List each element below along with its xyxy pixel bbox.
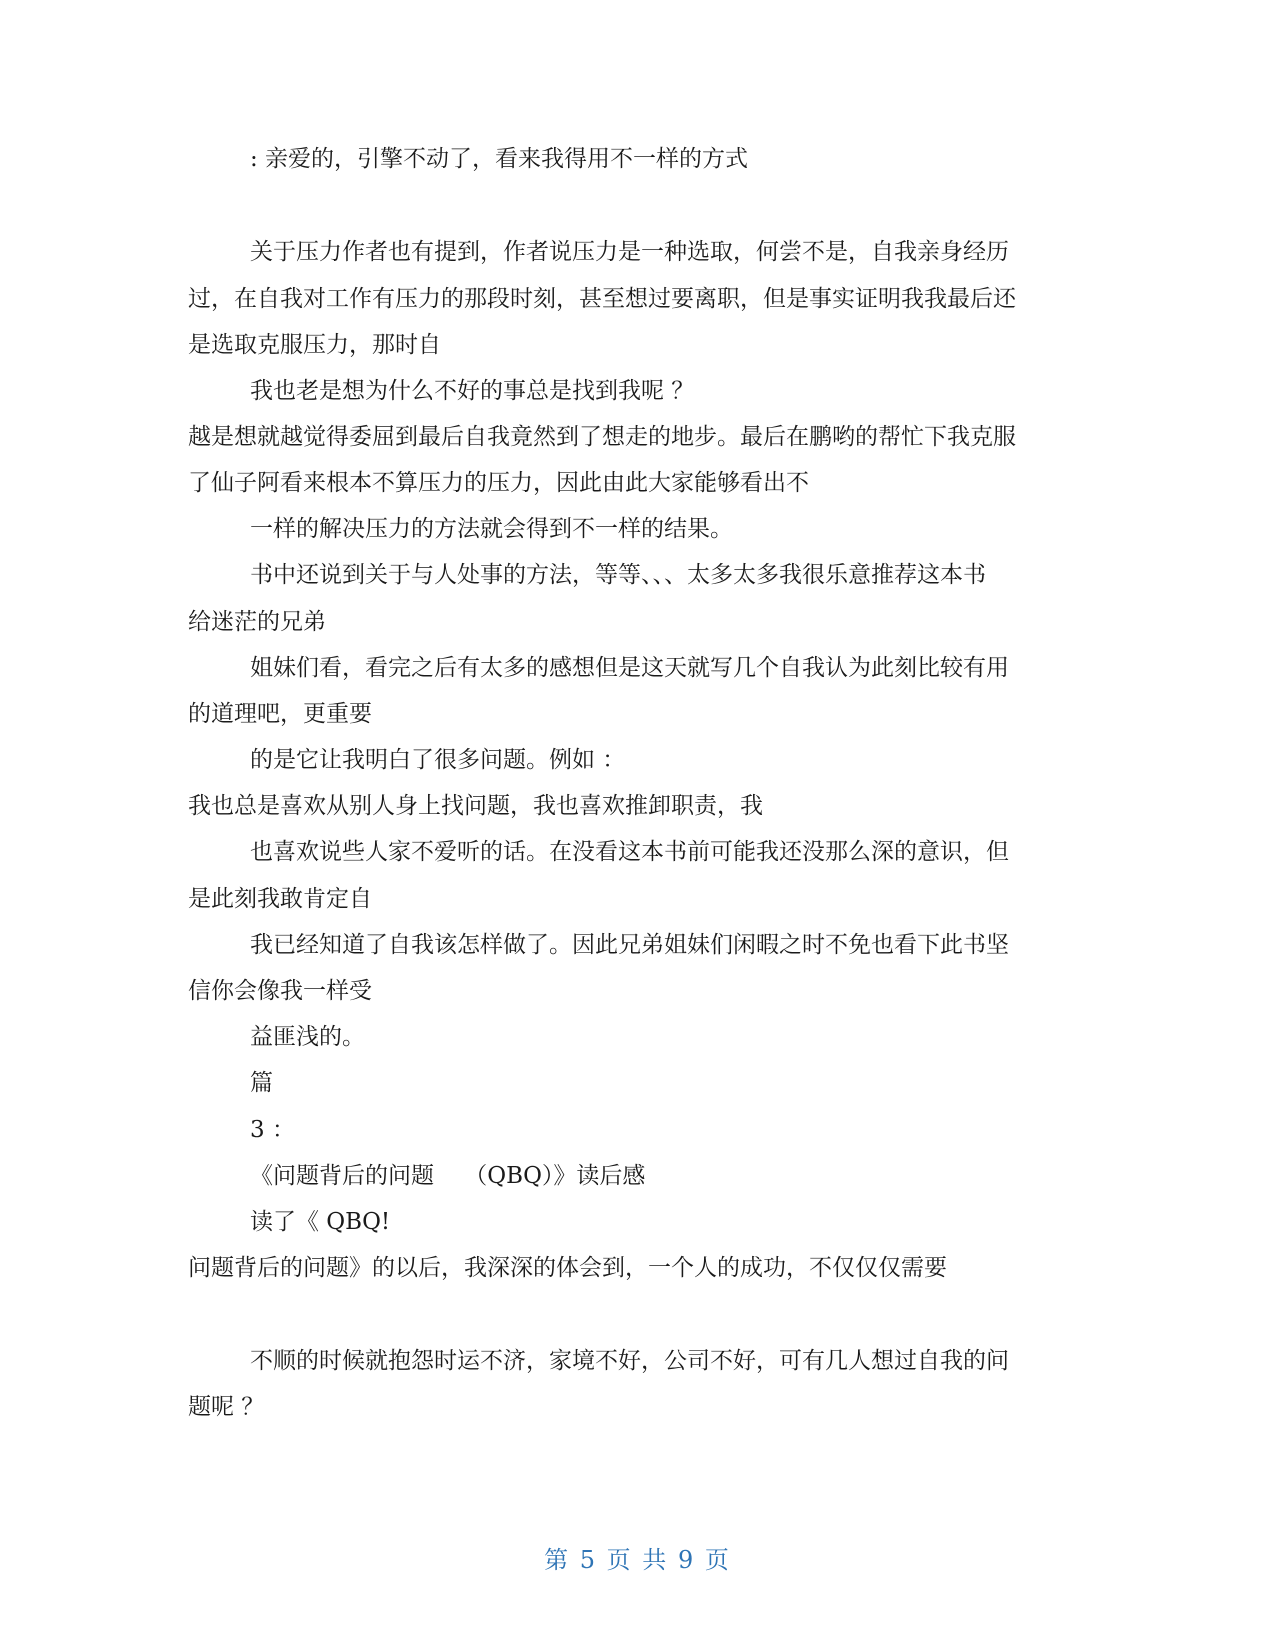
- text-line: 关于压力作者也有提到，作者说压力是一种选取，何尝不是，自我亲身经历: [250, 239, 1009, 265]
- text-line: 越是想就越觉得委屈到最后自我竟然到了想走的地步。最后在鹏哟的帮忙下我克服: [188, 424, 1016, 450]
- text-line: 是此刻我敢肯定自: [188, 886, 372, 912]
- text-line: 也喜欢说些人家不爱听的话。在没看这本书前可能我还没那么深的意识，但: [250, 839, 1009, 865]
- text-line: 读了《 QBQ!: [250, 1209, 391, 1235]
- text-line: 姐妹们看，看完之后有太多的感想但是这天就写几个自我认为此刻比较有用: [250, 655, 1009, 681]
- text-line: 益匪浅的。: [250, 1024, 365, 1050]
- text-line: 信你会像我一样受: [188, 978, 372, 1004]
- text-line: : 亲爱的，引擎不动了，看来我得用不一样的方式: [250, 146, 749, 172]
- page-footer: 第 5 页 共 9 页: [544, 1546, 731, 1574]
- text-line: 不顺的时候就抱怨时运不济，家境不好，公司不好，可有几人想过自我的问: [250, 1348, 1009, 1374]
- text-line: 一样的解决压力的方法就会得到不一样的结果。: [250, 516, 733, 542]
- text-line: 给迷茫的兄弟: [188, 609, 326, 635]
- text-line: 我也总是喜欢从别人身上找问题，我也喜欢推卸职责，我: [188, 793, 763, 819]
- text-line: 的道理吧，更重要: [188, 701, 372, 727]
- text-line: 我已经知道了自我该怎样做了。因此兄弟姐妹们闲暇之时不免也看下此书坚: [250, 932, 1009, 958]
- text-line: 过，在自我对工作有压力的那段时刻，甚至想过要离职，但是事实证明我我最后还: [188, 286, 1016, 312]
- text-line: 问题背后的问题》的以后，我深深的体会到，一个人的成功，不仅仅仅需要: [188, 1255, 947, 1281]
- text-line: 书中还说到关于与人处事的方法，等等、、、太多太多我很乐意推荐这本书: [250, 562, 986, 588]
- text-line: 的是它让我明白了很多问题。例如 ：: [250, 747, 626, 773]
- text-line: 了仙子阿看来根本不算压力的压力，因此由此大家能够看出不: [188, 470, 809, 496]
- section-heading: 《问题背后的问题 （QBQ）》读后感: [250, 1163, 646, 1189]
- text-line: 我也老是想为什么不好的事总是找到我呢 ？: [250, 378, 695, 404]
- text-line: 3 ：: [250, 1117, 295, 1143]
- text-line: 题呢 ？: [188, 1394, 265, 1420]
- text-line: 篇: [250, 1070, 273, 1096]
- text-line: 是选取克服压力，那时自: [188, 332, 441, 358]
